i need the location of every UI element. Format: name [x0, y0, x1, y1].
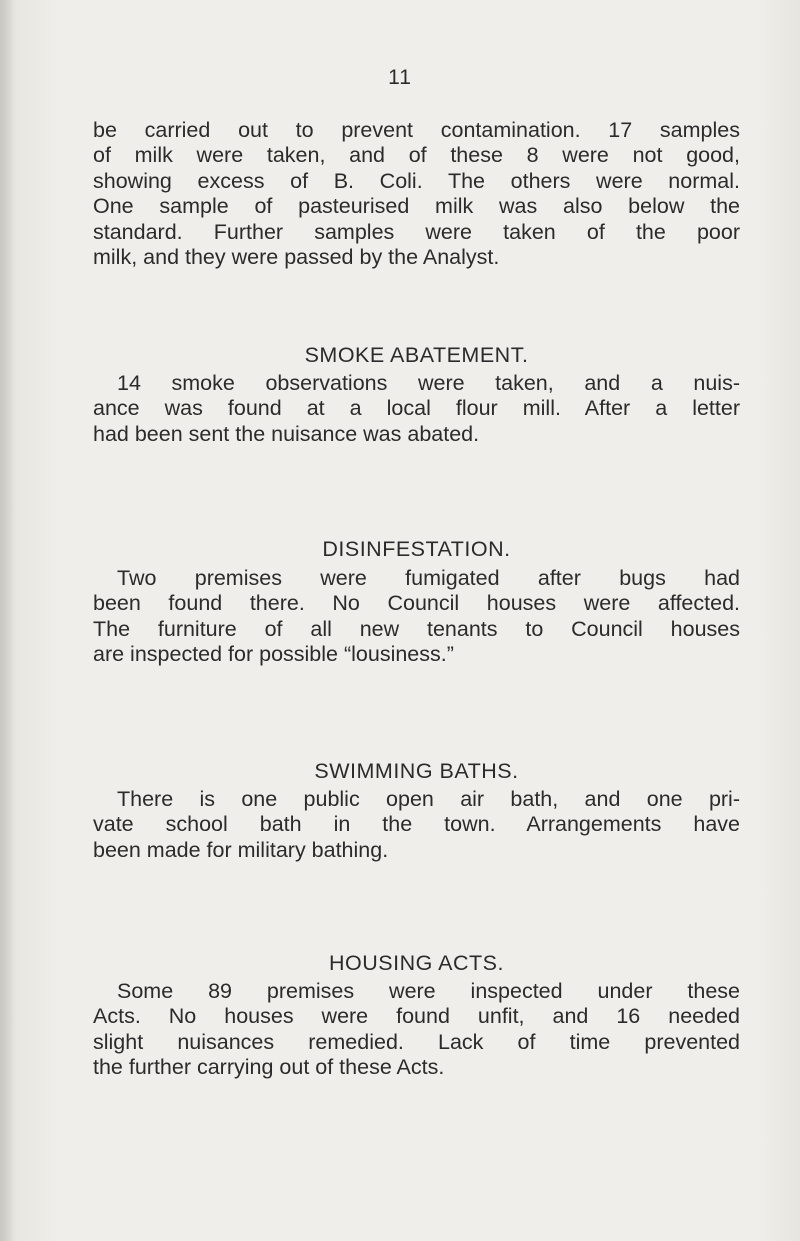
section-heading-disinfestation: DISINFESTATION. — [322, 537, 511, 561]
swimming-baths-paragraph — [93, 787, 740, 863]
section-heading-swimming-baths: SWIMMING BATHS. — [314, 759, 519, 783]
paragraph-line: vate school bath in the town. Arrangements have — [93, 812, 740, 837]
housing-acts-paragraph — [93, 979, 740, 1081]
paragraph-line: are inspected for possible “lousiness.” — [93, 642, 454, 667]
paragraph-line: be carried out to prevent contamination. 17 samples — [93, 118, 740, 142]
section-heading-housing-acts: HOUSING ACTS. — [329, 951, 504, 975]
paragraph-line: ance was found at a local flour mill. After a letter — [93, 396, 740, 421]
paragraph-line: the further carrying out of these Acts. — [93, 1055, 445, 1080]
paragraph-line: One sample of pasteurised milk was also below the — [93, 194, 740, 219]
section-heading-smoke-abatement: SMOKE ABATEMENT. — [304, 343, 529, 367]
intro-paragraph — [93, 118, 740, 270]
disinfestation-paragraph — [93, 566, 740, 668]
paragraph-line: The furniture of all new tenants to Council houses — [93, 616, 740, 641]
paragraph-line: of milk were taken, and of these 8 were not good, — [93, 143, 740, 168]
paragraph-line: There is one public open air bath, and one pri- — [117, 787, 740, 811]
page-number: 11 — [388, 66, 412, 89]
paragraph-line: slight nuisances remedied. Lack of time prevented — [93, 1029, 740, 1054]
paragraph-line: Two premises were fumigated after bugs had — [117, 566, 740, 590]
paragraph-line: been made for military bathing. — [93, 837, 389, 862]
paragraph-line: had been sent the nuisance was abated. — [93, 421, 480, 446]
binding-shadow — [0, 0, 14, 1241]
paragraph-line: Some 89 premises were inspected under these — [117, 979, 740, 1003]
paragraph-line: Acts. No houses were found unfit, and 16 needed — [93, 1004, 740, 1029]
paragraph-line: milk, and they were passed by the Analyst. — [93, 245, 500, 270]
smoke-abatement-paragraph — [93, 371, 740, 447]
paragraph-line: 14 smoke observations were taken, and a nuis- — [117, 371, 740, 395]
paragraph-line: standard. Further samples were taken of the poor — [93, 219, 740, 244]
paragraph-line: been found there. No Council houses were affected. — [93, 591, 740, 616]
paragraph-line: showing excess of B. Coli. The others were normal. — [93, 168, 740, 193]
